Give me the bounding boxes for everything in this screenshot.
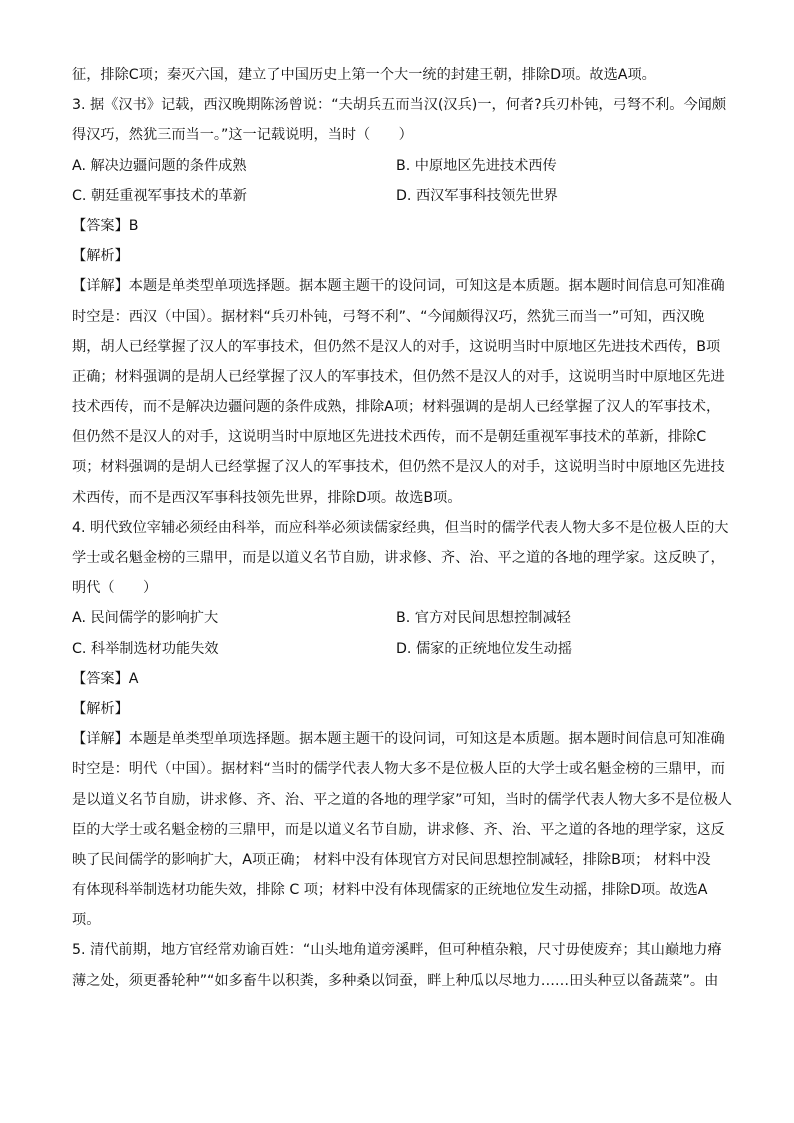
- answer-label: 【答案】A: [72, 670, 139, 687]
- option-b: B. 官方对民间思想控制减轻: [396, 610, 571, 627]
- question-4-options-row: [72, 634, 726, 664]
- analysis-label: 【解析】: [72, 700, 129, 717]
- explanation-text: 时空是：西汉（中国）。据材料“兵刃朴钝，弓弩不利”、“今闻颇得汉巧，然犹三而当一”可知，西汉晚: [72, 308, 705, 325]
- explanation-text: 映了民间儒学的影响扩大，A项正确； 材料中没有体现官方对民间思想控制减轻，排除B项； 材料中没: [72, 851, 711, 868]
- analysis-label: 【解析】: [72, 248, 129, 265]
- explanation-text: 正确；材料强调的是胡人已经掌握了汉人的军事技术，但仍然不是汉人的对手，这说明当时中原地区先进: [72, 368, 725, 385]
- question-5-stem: 薄之处，须更番轮种”“如多畜牛以积粪，多种桑以饲蚕，畔上种瓜以尽地力……田头种豆以备蔬菜”。由: [72, 972, 719, 989]
- question-5-stem: 5. 清代前期，地方官经常劝谕百姓：“山头地角道旁溪畔，但可种植杂粮，尺寸毋使废弃；其山巅地力瘠: [72, 942, 722, 959]
- option-a: A. 民间儒学的影响扩大: [72, 610, 219, 627]
- question-3-stem: 得汉巧，然犹三而当一。”这一记载说明，当时（ ）: [72, 127, 413, 144]
- question-3-stem: 3. 据《汉书》记载，西汉晚期陈汤曾说：“夫胡兵五而当汉(汉兵)一，何者?兵刃朴钝，弓弩不利。今闻颇: [72, 97, 727, 114]
- question-4-stem: 学士或名魁金榜的三鼎甲，而是以道义名节自励，讲求修、齐、治、平之道的各地的理学家。这反映了，: [72, 550, 725, 566]
- option-c: C. 朝廷重视军事技术的革新: [72, 187, 247, 204]
- explanation-text: 术西传，而不是西汉军事科技领先世界，排除D项。故选B项。: [72, 489, 462, 506]
- answer-label: 【答案】B: [72, 217, 139, 234]
- explanation-text: 是以道义名节自励，讲求修、齐、治、平之道的各地的理学家”可知，当时的儒学代表人物大多不是位极人: [72, 791, 732, 808]
- explanation-text: 但仍然不是汉人的对手，这说明当时中原地区先进技术西传，而不是朝廷重视军事技术的革新，排除C: [72, 429, 707, 446]
- explanation-text: 臣的大学士或名魁金榜的三鼎甲，而是以道义名节自励，讲求修、齐、治、平之道的各地的理学家，这反: [72, 821, 725, 838]
- document-page: [72, 60, 732, 996]
- question-4-stem: 明代（ ）: [72, 580, 158, 597]
- option-d: D. 儒家的正统地位发生动摇: [396, 640, 573, 657]
- explanation-text: 时空是：明代（中国）。据材料“当时的儒学代表人物大多不是位极人臣的大学士或名魁金榜的三鼎甲，而: [72, 761, 725, 778]
- question-3-options-row: [72, 181, 726, 211]
- option-a: A. 解决边疆问题的条件成熟: [72, 157, 247, 174]
- option-d: D. 西汉军事科技领先世界: [396, 187, 558, 204]
- explanation-text: 期，胡人已经掌握了汉人的军事技术，但仍然不是汉人的对手，这说明当时中原地区先进技术西传，B项: [72, 338, 721, 355]
- explanation-text: 【详解】本题是单类型单项选择题。据本题主题干的设问词，可知这是本质题。据本题时间信息可知准确: [72, 731, 725, 748]
- explanation-text: 项。: [72, 912, 101, 929]
- text-line: 征，排除C项；秦灭六国，建立了中国历史上第一个大一统的封建王朝，排除D项。故选A项。: [72, 67, 656, 83]
- explanation-text: 【详解】本题是单类型单项选择题。据本题主题干的设问词，可知这是本质题。据本题时间信息可知准确: [72, 278, 725, 295]
- option-c: C. 科举制选材功能失效: [72, 640, 219, 657]
- question-4-stem: 4. 明代致位宰辅必须经由科举，而应科举必须读儒家经典，但当时的儒学代表人物大多不是位极人臣的大: [72, 519, 729, 536]
- option-b: B. 中原地区先进技术西传: [396, 157, 557, 174]
- explanation-text: 有体现科举制选材功能失效，排除 C 项；材料中没有体现儒家的正统地位发生动摇，排除D项。故选A: [72, 882, 708, 899]
- explanation-text: 项；材料强调的是胡人已经掌握了汉人的军事技术，但仍然不是汉人的对手，这说明当时中原地区先进技: [72, 459, 725, 476]
- explanation-text: 技术西传，而不是解决边疆问题的条件成熟，排除A项；材料强调的是胡人已经掌握了汉人的军事技术，: [72, 399, 721, 416]
- question-4-options-row: [72, 603, 726, 633]
- question-3-options-row: [72, 151, 726, 181]
